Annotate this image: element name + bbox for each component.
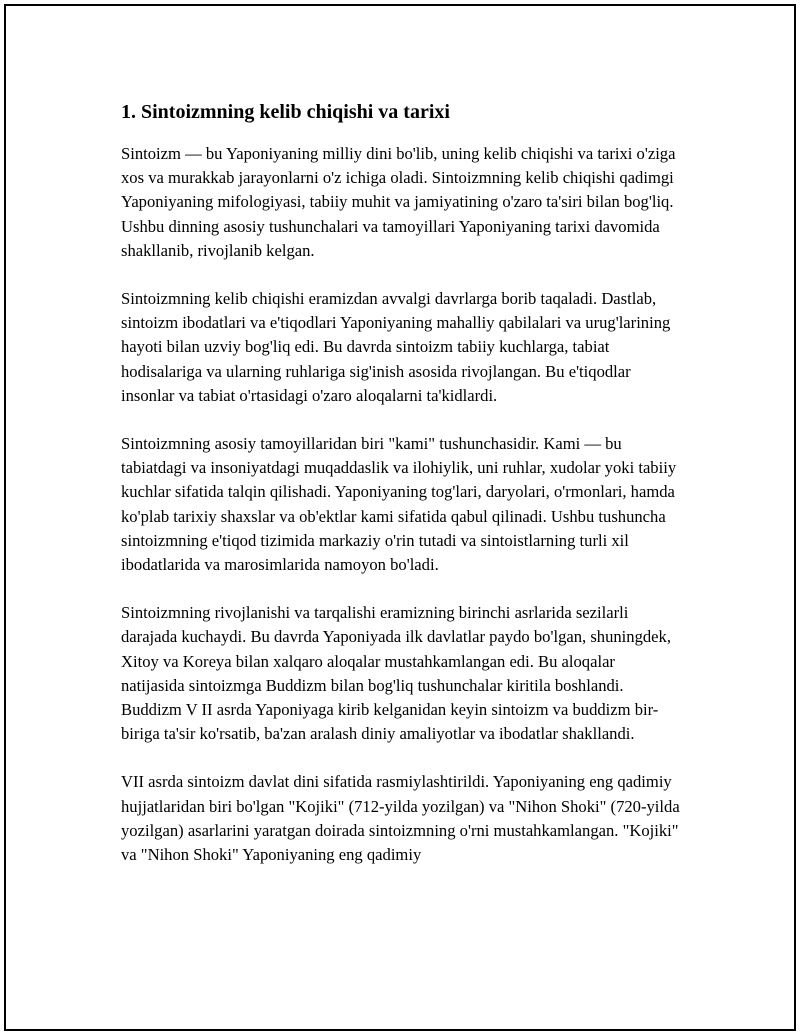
paragraph-4: Sintoizmning rivojlanishi va tarqalishi eramizning birinchi asrlarida sezilarli darajada kuchaydi. Bu davrda Yaponiyada ilk davlatlar paydo bo'lgan, shuningdek, Xitoy va Koreya bilan xalqaro aloqalar mustahkamlangan edi. Bu aloqalar natijasida sintoizmga Buddizm bilan bog'liq tushunchalar kiritila boshlandi. Buddizm V II asrda Yaponiyaga kirib kelganidan keyin sintoizm va buddizm bir-biriga ta'sir ko'rsatib, ba'zan aralash diniy amaliyotlar va ibodatlar shakllandi. [121, 603, 671, 744]
page-frame [4, 4, 796, 1031]
paragraph-5: VII asrda sintoizm davlat dini sifatida rasmiylashtirildi. Yaponiyaning eng qadimiy hujjatlaridan biri bo'lgan "Kojiki" (712-yilda yozilgan) va "Nihon Shoki" (720-yilda yozilgan) asarlarini yaratgan doirada sintoizmning o'rni mustahkamlangan. "Kojiki" va "Nihon Shoki" Yaponiyaning eng qadimiy [121, 772, 680, 865]
section-heading: 1. Sintoizmning kelib chiqishi va tarixi [121, 101, 450, 123]
paragraph-3: Sintoizmning asosiy tamoyillaridan biri "kami" tushunchasidir. Kami — bu tabiatdagi va insoniyatdagi muqaddaslik va ilohiylik, uni ruhlar, xudolar yoki tabiiy kuchlar sifatida talqin qilishadi. Yaponiyaning tog'lari, daryolari, o'rmonlari, hamda ko'plab tarixiy shaxslar va ob'ektlar kami sifatida qabul qilinadi. Ushbu tushuncha sintoizmning e'tiqod tizimida markaziy o'rin tutadi va sintoistlarning turli xil ibodatlarida va marosimlarida namoyon bo'ladi. [121, 434, 677, 575]
paragraph-1: Sintoizm — bu Yaponiyaning milliy dini bo'lib, uning kelib chiqishi va tarixi o'ziga xos va murakkab jarayonlarni o'z ichiga oladi. Sintoizmning kelib chiqishi qadimgi Yaponiyaning mifologiyasi, tabiiy muhit va jamiyatining o'zaro ta'siri bilan bog'liq. Ushbu dinning asosiy tushunchalari va tamoyillari Yaponiyaning tarixi davomida shakllanib, rivojlanib kelgan. [121, 144, 676, 260]
document-body [121, 98, 681, 891]
paragraph-2: Sintoizmning kelib chiqishi eramizdan avvalgi davrlarga borib taqaladi. Dastlab, sintoizm ibodatlari va e'tiqodlari Yaponiyaning mahalliy qabilalari va urug'larining hayoti bilan uzviy bog'liq edi. Bu davrda sintoizm tabiiy kuchlarga, tabiat hodisalariga va ularning ruhlariga sig'inish asosida rivojlangan. Bu e'tiqodlar insonlar va tabiat o'rtasidagi o'zaro aloqalarni ta'kidlardi. [121, 289, 671, 405]
